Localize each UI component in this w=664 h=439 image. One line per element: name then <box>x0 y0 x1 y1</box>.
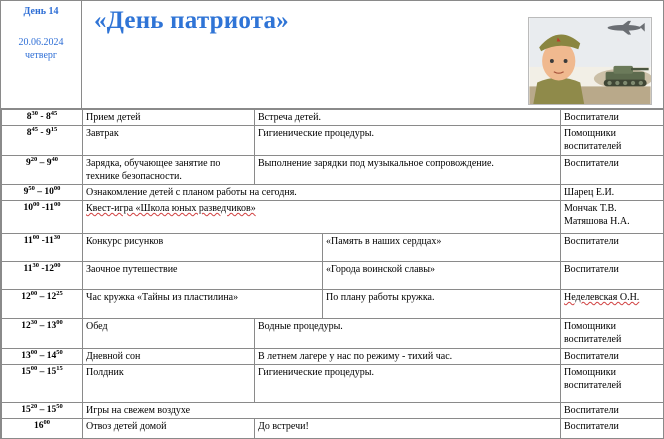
responsible-cell <box>561 201 664 234</box>
time-end-hour: 12 <box>46 292 57 302</box>
note-cell <box>255 319 561 349</box>
note-cell <box>323 262 561 290</box>
note-cell <box>255 419 561 439</box>
responsible-cell <box>561 349 664 365</box>
responsible-cell <box>561 110 664 126</box>
time-separator: – <box>34 187 45 197</box>
activity-text: Квест-игра «Школа юных разведчиков» <box>86 203 256 214</box>
time-cell <box>2 156 83 185</box>
day-number: День 14 <box>23 6 59 17</box>
time-start-hour: 8 <box>26 112 32 122</box>
time-cell <box>2 419 83 439</box>
note-text: Выполнение зарядки под музыкальное сопровождение. <box>258 158 494 169</box>
time-separator: – <box>37 158 47 168</box>
time-separator: – <box>37 405 47 415</box>
responsible-text: Воспитатели <box>564 405 619 416</box>
time-separator: - <box>38 128 46 138</box>
time-end-minutes: 25 <box>56 290 63 297</box>
time-cell <box>2 403 83 419</box>
time-separator: – <box>37 367 47 377</box>
responsible-text: Мончак Т.В. Матяшова Н.А. <box>564 203 630 227</box>
activity-cell <box>83 419 255 439</box>
note-text: Водные процедуры. <box>258 321 343 332</box>
time-start-minutes: 00 <box>32 201 40 208</box>
activity-cell <box>83 319 255 349</box>
activity-text: Прием детей <box>86 112 141 123</box>
time-end-minutes: 00 <box>56 319 63 326</box>
time-cell <box>2 262 83 290</box>
time-end-hour: 13 <box>46 321 57 331</box>
table-row <box>2 110 664 126</box>
time-end-hour: 11 <box>45 203 55 213</box>
responsible-cell <box>561 126 664 156</box>
activity-text: Заочное путешествие <box>86 264 178 275</box>
note-cell <box>255 349 561 365</box>
time-start-hour: 9 <box>26 158 31 168</box>
table-row <box>2 156 664 185</box>
time-start-hour: 15 <box>21 405 31 415</box>
time-separator: - <box>38 264 45 274</box>
activity-text: Час кружка «Тайны из пластилина» <box>86 292 239 303</box>
time-cell <box>2 185 83 201</box>
activity-text: Завтрак <box>86 128 119 139</box>
time-cell <box>2 126 83 156</box>
time-start-hour: 12 <box>21 321 31 331</box>
table-row <box>2 262 664 290</box>
time-end-hour: 14 <box>46 351 57 361</box>
table-row <box>2 234 664 262</box>
activity-text: Обед <box>86 321 108 332</box>
activity-cell <box>83 185 561 201</box>
note-text: По плану работы кружка. <box>326 292 435 303</box>
time-start-minutes: 00 <box>30 365 38 372</box>
activity-cell <box>83 290 323 319</box>
note-text: В летнем лагере у нас по режиму - тихий час. <box>258 351 453 362</box>
time-end-hour: 15 <box>46 405 57 415</box>
activity-cell <box>83 110 255 126</box>
activity-text: Зарядка, обучающее занятие по технике безопасности. <box>86 158 221 182</box>
activity-cell <box>83 201 561 234</box>
note-cell <box>323 234 561 262</box>
time-end-minutes: 30 <box>53 234 61 241</box>
time-start-minutes: 00 <box>30 349 38 356</box>
time-start-hour: 16 <box>34 421 44 431</box>
time-end-hour: 15 <box>46 367 57 377</box>
time-separator: – <box>37 351 47 361</box>
time-end-minutes: 45 <box>50 110 58 117</box>
activity-text: Игры на свежем воздухе <box>86 405 191 416</box>
note-cell <box>255 110 561 126</box>
time-start-minutes: 30 <box>32 262 39 269</box>
note-text: До встречи! <box>258 421 309 432</box>
time-separator: - <box>39 236 45 246</box>
time-start-minutes: 30 <box>31 110 39 117</box>
responsible-text: Помощники воспитателей <box>564 321 622 345</box>
responsible-cell <box>561 234 664 262</box>
responsible-text: Воспитатели <box>564 236 619 247</box>
responsible-cell <box>561 185 664 201</box>
time-end-hour: 9 <box>45 128 51 138</box>
time-end-hour: 12 <box>44 264 55 274</box>
responsible-text: Воспитатели <box>564 264 619 275</box>
page-title: «День патриота» <box>94 7 289 34</box>
note-cell <box>255 126 561 156</box>
activity-cell <box>83 349 255 365</box>
table-row <box>2 419 664 439</box>
table-row <box>2 185 664 201</box>
activity-cell <box>83 403 561 419</box>
responsible-text: Помощники воспитателей <box>564 367 622 391</box>
time-end-minutes: 40 <box>51 156 58 163</box>
title-cell <box>82 1 664 109</box>
note-cell <box>255 156 561 185</box>
activity-cell <box>83 156 255 185</box>
time-end-hour: 8 <box>45 112 51 122</box>
note-text: «Память в наших сердцах» <box>326 236 442 247</box>
patriot-boy-illustration <box>528 17 652 105</box>
time-end-minutes: 00 <box>53 185 61 192</box>
time-start-hour: 13 <box>21 351 31 361</box>
note-text: Встреча детей. <box>258 112 321 123</box>
table-row <box>2 126 664 156</box>
responsible-cell <box>561 290 664 319</box>
table-row <box>2 365 664 403</box>
activity-cell <box>83 234 323 262</box>
table-row <box>2 290 664 319</box>
responsible-cell <box>561 403 664 419</box>
activity-cell <box>83 365 255 403</box>
time-cell <box>2 110 83 126</box>
responsible-text: Шарец Е.И. <box>564 187 615 198</box>
time-start-minutes: 00 <box>32 234 40 241</box>
time-cell <box>2 234 83 262</box>
time-start-minutes: 00 <box>30 290 38 297</box>
time-end-minutes: 15 <box>56 365 63 372</box>
note-cell <box>255 365 561 403</box>
responsible-cell <box>561 365 664 403</box>
table-row <box>2 201 664 234</box>
activity-text: Ознакомление детей с планом работы на сегодня. <box>86 187 297 198</box>
table-row <box>2 403 664 419</box>
time-start-hour: 8 <box>26 128 32 138</box>
responsible-text: Воспитатели <box>564 421 619 432</box>
time-start-hour: 11 <box>23 264 33 274</box>
time-start-minutes: 20 <box>30 403 38 410</box>
activity-text: Отвоз детей домой <box>86 421 167 432</box>
time-cell <box>2 319 83 349</box>
time-start-minutes: 00 <box>43 419 50 426</box>
responsible-cell <box>561 419 664 439</box>
date-text: 20.06.2024 <box>18 37 64 48</box>
note-text: Гигиенические процедуры. <box>258 367 374 378</box>
responsible-cell <box>561 156 664 185</box>
responsible-text: Воспитатели <box>564 158 619 169</box>
table-row <box>2 319 664 349</box>
time-cell <box>2 290 83 319</box>
time-end-hour: 11 <box>44 236 54 246</box>
responsible-cell <box>561 262 664 290</box>
responsible-cell <box>561 319 664 349</box>
time-start-hour: 12 <box>21 292 31 302</box>
time-end-minutes: 50 <box>56 349 63 356</box>
activity-cell <box>83 126 255 156</box>
time-end-minutes: 15 <box>50 126 58 133</box>
note-cell <box>323 290 561 319</box>
responsible-text: Неделевская О.Н. <box>564 292 640 303</box>
table-row <box>2 349 664 365</box>
time-start-minutes: 20 <box>30 156 38 163</box>
responsible-text: Помощники воспитателей <box>564 128 622 152</box>
time-end-minutes: 50 <box>56 403 63 410</box>
time-separator: - <box>38 112 46 122</box>
time-start-hour: 11 <box>23 236 33 246</box>
time-start-minutes: 30 <box>30 319 38 326</box>
time-start-hour: 9 <box>23 187 29 197</box>
time-end-hour: 10 <box>44 187 54 197</box>
responsible-text: Воспитатели <box>564 351 619 362</box>
time-end-hour: 9 <box>46 158 52 168</box>
schedule-table <box>1 109 664 439</box>
time-start-minutes: 50 <box>28 185 35 192</box>
time-separator: – <box>37 292 47 302</box>
note-text: «Города воинской славы» <box>326 264 435 275</box>
time-cell <box>2 349 83 365</box>
date-cell <box>1 1 82 109</box>
time-end-minutes: 00 <box>54 262 61 269</box>
time-start-hour: 15 <box>21 367 31 377</box>
responsible-text: Воспитатели <box>564 112 619 123</box>
time-cell <box>2 365 83 403</box>
time-separator: - <box>39 203 46 213</box>
time-start-hour: 10 <box>23 203 33 213</box>
note-text: Гигиенические процедуры. <box>258 128 374 139</box>
time-end-minutes: 00 <box>54 201 61 208</box>
activity-text: Дневной сон <box>86 351 141 362</box>
weekday-text: четверг <box>24 50 58 61</box>
time-start-minutes: 45 <box>31 126 39 133</box>
activity-text: Полдник <box>86 367 124 378</box>
activity-cell <box>83 262 323 290</box>
time-separator: – <box>37 321 47 331</box>
activity-text: Конкурс рисунков <box>86 236 164 247</box>
time-cell <box>2 201 83 234</box>
